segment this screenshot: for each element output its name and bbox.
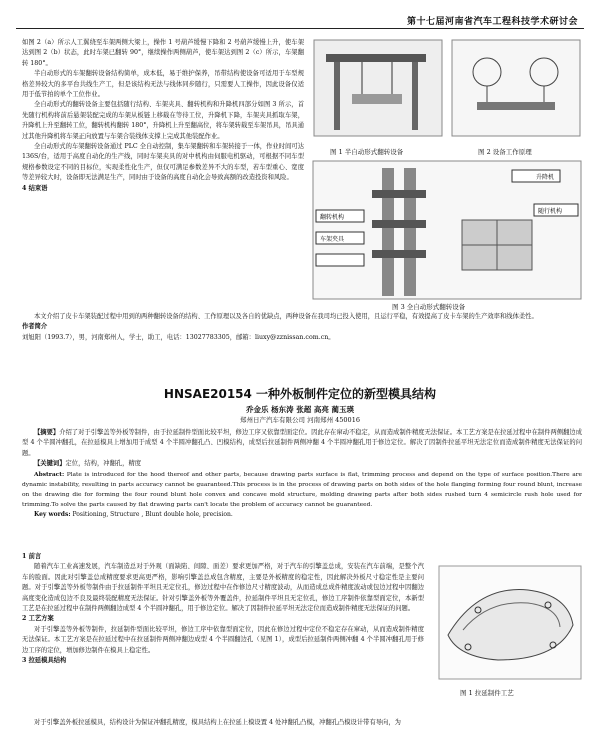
- top-left-column: [22, 38, 304, 194]
- figure-2-diagram: [452, 40, 580, 136]
- article-title: HNSAE20154 一种外板制件定位的新型模具结构: [163, 387, 437, 401]
- figure-1-2-graphic: [312, 38, 582, 143]
- label-frame-fixture: 车架夹具: [320, 236, 345, 243]
- body-column: [22, 552, 424, 666]
- figure-3: [312, 160, 582, 300]
- keywords-en-label: Key words:: [34, 510, 71, 518]
- label-follow-mechanism: 随行机构: [538, 208, 563, 215]
- section-heading: 1 前言: [22, 553, 42, 560]
- paragraph: 全自动形式的车架翻转设备通过 PLC 全自动控制，集车架翻转和车架转接于一体，作业时间可达 136S/台，适用于高度自动化的生产线，同时车架夹具的对中机构由伺服电机驱动，可根据不同车型规格参数设定不同的目标位，实现柔性化生产，但仅可满足参数差异不大的车型，若车型重心、宽度等差异较大时，设备即无法满足生产，同时由于设备的高度自动化会导致高额的改造投资和风险。: [22, 143, 304, 182]
- abstract-en-label: Abstract:: [34, 470, 65, 478]
- author-intro: 刘旭阳（1993.7），男，河南郑州人，学士，助工，电话：13027783305，邮箱：liuxy@zznissan.com.cn。: [22, 333, 335, 341]
- body-last-line: [22, 718, 582, 728]
- article-affiliation: 郑州日产汽车有限公司 河南郑州 450016: [240, 416, 360, 424]
- figures-1-2: [312, 38, 582, 143]
- paragraph: 半自动形式的车架翻转设备结构简单，成本低，易于维护保养，吊带结构使设备可适用于车型规格差异较大的多平台共线生产工，但是该结构无法与线体同步随行，只需要人工操作，因此设备仅适用于低节拍的单个工位作业。: [22, 70, 304, 99]
- conference-header: 第十七届河南省汽车工程科技学术研讨会: [406, 17, 578, 27]
- figure-3-graphic: [312, 160, 582, 300]
- abstract-text: 介绍了对于引擎盖等外板等制件，由于拉延制件型面比较平坦，修边工序又依靠型面定位。因此存在窜动不稳定，从而造成制件精度无法保证。本工艺方案是在拉延过程中在制件两侧翻边成型 4 个半圆冲翻孔，在拉延模具上增加用于成型 4 个半圆冲翻孔凸、凹模结构，成型后拉延制件两侧冲翻 4 个半圆冲翻孔用于修边定位。解决了因制件拉延平坦无法定位而造成制件精度无法保证的问题。: [22, 429, 583, 457]
- drawing-part-graphic: [438, 565, 582, 680]
- keywords-en-text: Positioning, Structure , Blunt double hole, precision.: [72, 510, 233, 518]
- header-rule: [16, 28, 584, 29]
- article-authors: 乔金乐 杨东涛 张超 高亮 蔺玉瑛: [246, 405, 354, 414]
- paragraph: 全自动形式的翻转设备主要包括随行结构、车架夹具、翻转机构和升降机四部分如图 3 所示，首先随行机构将前后悬架装配完成的车架从板链上移载在等待工位，升降机下降，车架夹具抓取车架，升降机上升至翻转工位，翻转机构翻转 180°，升降机上升至翻高位，将车架转载至车架吊具，吊具通过其他升降机将车架正向放置与车架合装线体支撑上完成其他装配作业。: [22, 101, 304, 140]
- paragraph: 对于引擎盖等外板等制件，拉延制件型面比较平坦，修边工序中依靠型面定位，因此在修边过程中定位不稳定存在窜动，从而造成制件精度无法保证。本工艺方案是在拉延过程中在拉延制件两侧冲翻边成型 4 个半圆翻边孔（见图 1），成型后拉延制件两侧冲翻 4 个半圆冲翻孔用于修边工序的定位，增加修边制件在模具上稳定性。: [22, 625, 424, 654]
- abstract-en-text: Plate is introduced for the hood thereof and other parts, because drawing parts surface is flat, trimming process and depend on the type of surface position.There are dynamic instability, resulting in parts accuracy cannot be guaranteed.This process is in the process of drawing parts on both sides of the hole flanging forming four round blunt, increase on the drawing die for forming the four round blunt hole convex and concave mold structure, molding drawing parts after both sides rushed turn 4 semicircle rush hole used for trimming.To solve the parts caused by flat drawing parts can't locate the problem of accuracy cannot be guaranteed.: [22, 471, 583, 508]
- keywords-label: 【关键词】: [34, 460, 66, 468]
- drawing-part-figure: [438, 565, 582, 680]
- section-heading: 3 拉延模具结构: [22, 657, 67, 665]
- keywords-text: 定位，结构，冲翻孔，精度: [65, 460, 142, 468]
- section-heading: 4 结束语: [22, 184, 48, 192]
- section-heading: 2 工艺方案: [22, 615, 54, 623]
- abstract-block: [22, 428, 582, 520]
- abstract-label: 【摘要】: [34, 429, 60, 436]
- drawing-part-caption: 图 1 拉延制件工艺: [460, 689, 514, 697]
- figure-2-caption: 图 2 设备工作原理: [478, 148, 532, 156]
- label-lift: 升降机: [536, 174, 555, 181]
- paragraph: 随着汽车工业高速发展，汽车制造总对于外观（面缺陷、间隙、面差）要求更加严格，对于汽车的引擎盖总成，安装在汽车前端，是整个汽车的脸面。因此对引擎盖总成精度要求更高更严格，影响引擎盖总成包含精度，主要是外板精度的稳定性，因此解决外板尺寸稳定性是主要问题。对于引擎盖等外板等制件由于拉延制件平坦且无定位孔，修边过程中在作修边尺寸精度波动，从而造成总成件精度波动或包边过程中因翻边高度变化造成包边不良及最终装配精度无法保证。针对引擎盖外板等外覆盖件，拉延制件平坦且无定位孔，修边工序制件依靠型面定位，本新型工艺是在拉延过程中在制件两侧翻边成型 4 个半圆冲翻孔，用于修边定位。解决了因制件拉延平坦无法定位而造成制件精度无法保证的问题。: [22, 563, 424, 613]
- figure-1-caption: 图 1 半自动形式翻转设备: [330, 148, 404, 156]
- paragraph: 如图 2（a）所示人工翼绕至车架两侧大梁上，操作 1 号葫芦缓慢下降和 2 号葫芦缓慢上升，使车架达到图 2（b）状态，此时车架已翻转 90°，继续操作两侧葫芦，使车架达到图 2（c）所示，车架翻转 180°。: [22, 39, 304, 67]
- label-flip-mechanism: 翻转机构: [320, 214, 345, 221]
- figure-3-caption: 图 3 全自动形式翻转设备: [392, 303, 466, 311]
- conclusion-block: [22, 312, 582, 343]
- author-intro-label: 作者简介: [22, 323, 48, 331]
- paragraph: 本文介绍了皮卡车架装配过程中用到的两种翻转设备的结构、工作原理以及各自的优缺点，两种设备在我司均已投入使用，且运行平稳，有效提高了皮卡车架的生产效率和线体柔性。: [34, 313, 538, 320]
- paragraph: 对于引擎盖外板拉延模具，结构设计为保证冲翻孔精度，模具结构上在拉延上模设置 4 处冲翻孔凸模，冲翻孔凸模设计带有导向，为: [34, 719, 401, 726]
